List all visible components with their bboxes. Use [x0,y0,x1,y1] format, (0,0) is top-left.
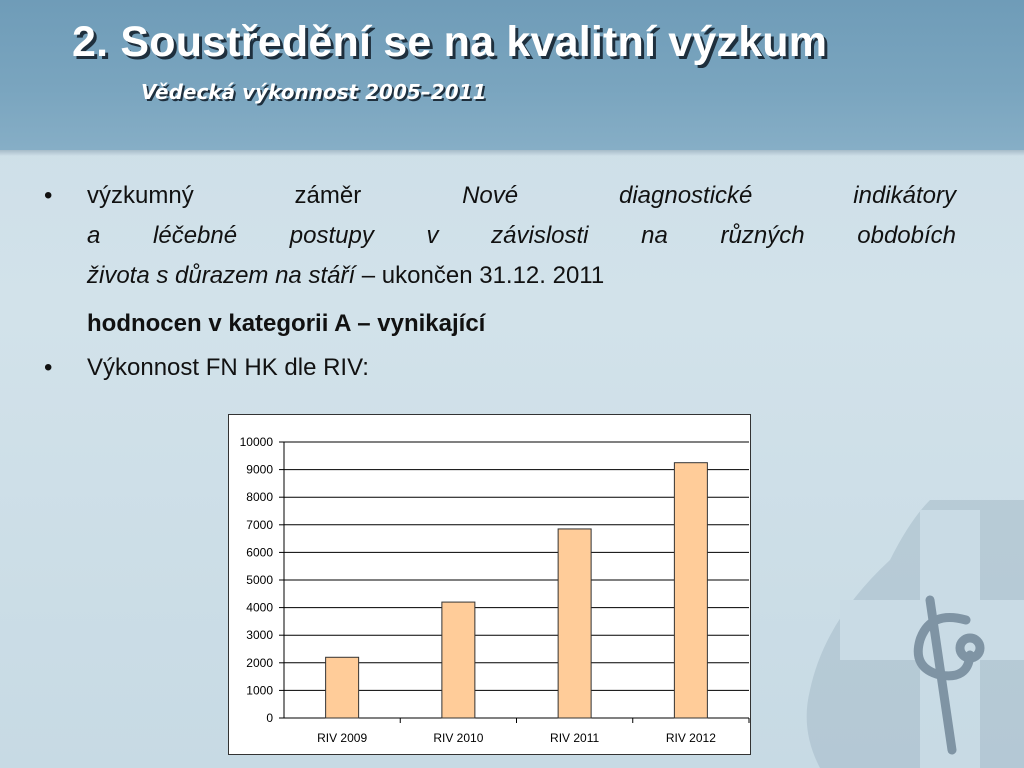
y-tick-label: 2000 [246,655,273,670]
bar [326,657,359,718]
text-zamer: záměr [294,182,362,209]
x-category-label: RIV 2012 [665,731,716,745]
y-tick-label: 9000 [246,462,273,477]
slide-body [44,176,956,388]
bullet-icon: • [44,354,53,381]
bullet1-line1 [87,176,956,216]
text-vyzkumny: výzkumný [87,182,194,209]
bar [558,529,591,718]
performance-label: Výkonnost FN HK dle RIV: [87,354,369,381]
y-tick-label: 7000 [246,517,273,532]
bullet1-line2: a léčebné postupy v závislosti na různých obdobích [87,222,956,249]
x-category-label: RIV 2011 [550,731,600,745]
x-category-label: RIV 2010 [433,731,484,745]
y-tick-label: 10000 [239,435,273,449]
text-ukoncen: – ukončen 31.12. 2011 [355,262,605,289]
bullet-icon: • [44,182,53,209]
x-category-label: RIV 2009 [317,731,368,745]
y-tick-label: 3000 [246,628,273,643]
bar [674,463,707,718]
y-tick-label: 6000 [246,545,273,560]
y-tick-label: 1000 [246,683,273,698]
bullet-research-plan [44,176,956,296]
rating-text: hodnocen v kategorii A – vynikající [87,310,486,337]
text-indikatory: indikátory [853,182,956,209]
text-zivota: života s důrazem na stáří [87,262,356,289]
bar [442,602,475,718]
slide-subtitle: Vědecká výkonnost 2005–2011 [141,80,487,104]
hospital-logo-icon [780,500,1024,768]
y-tick-label: 4000 [246,600,273,615]
chart-svg [229,415,750,754]
header-shadow [0,150,1024,156]
bullet1-line3 [87,256,956,296]
y-tick-label: 5000 [246,573,273,587]
riv-bar-chart [228,414,751,755]
y-tick-label: 8000 [246,490,273,505]
y-tick-label: 0 [266,711,273,725]
text-nove: Nové [462,182,519,209]
bullet-performance [44,348,956,388]
slide-title: 2. Soustředění se na kvalitní výzkum [72,18,828,66]
text-diagnosticke: diagnostické [618,182,753,209]
